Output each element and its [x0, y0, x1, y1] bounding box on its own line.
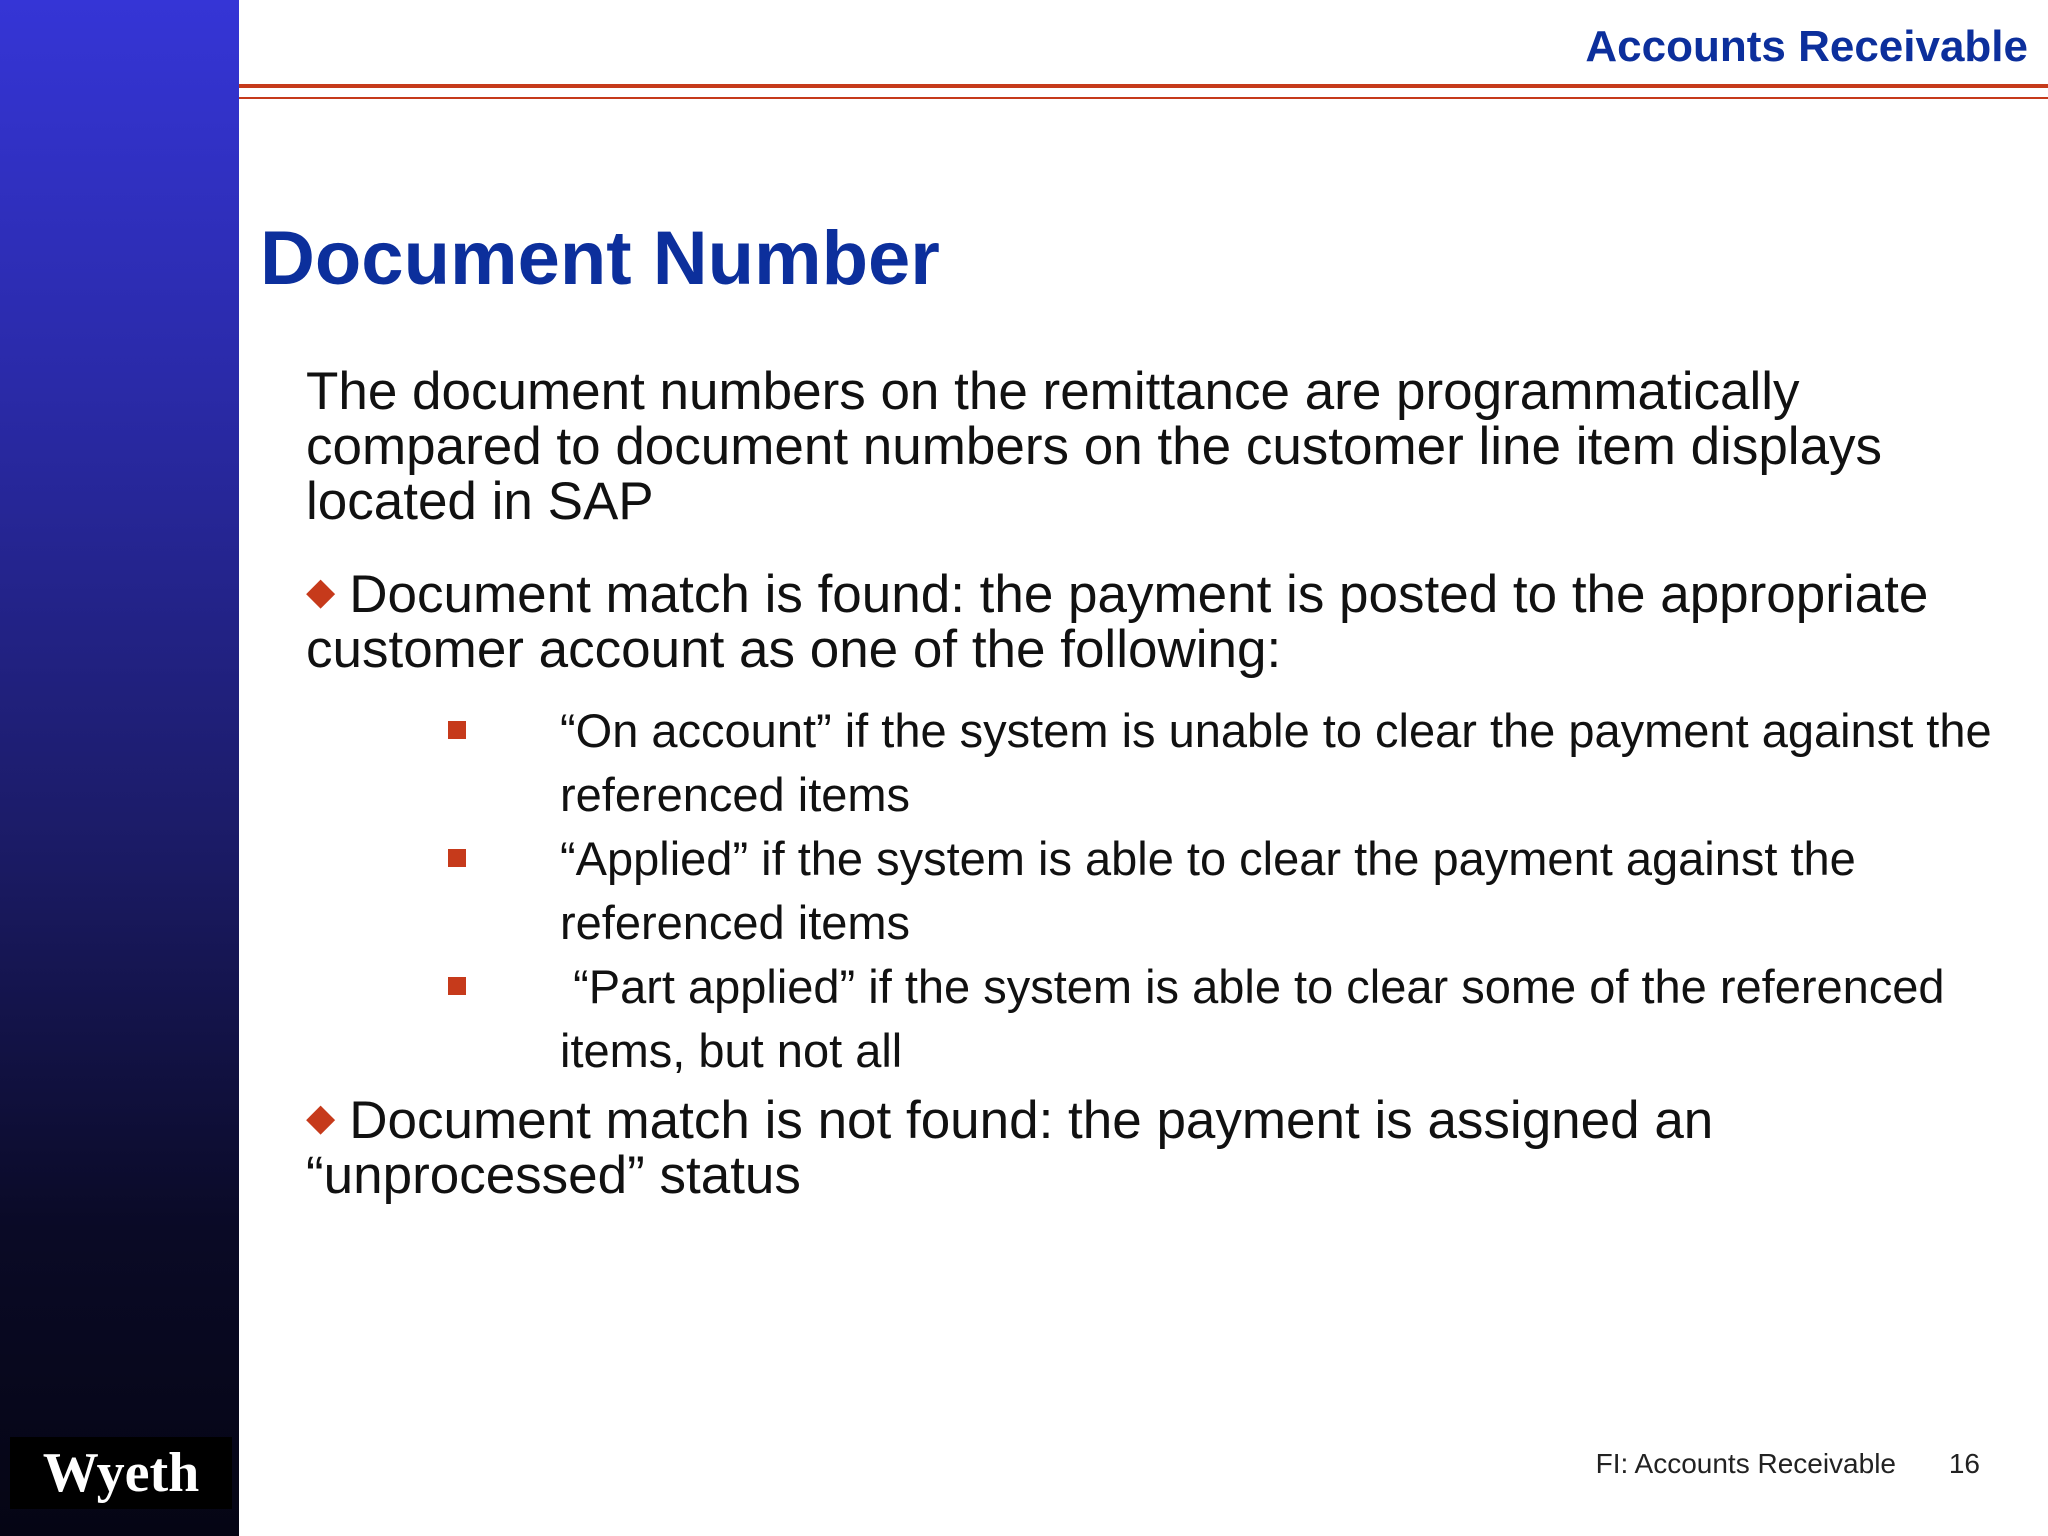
slide-title: Document Number: [260, 215, 940, 301]
slide-body: [306, 364, 2006, 1225]
list-item-text: “Applied” if the system is able to clear the payment against the referenced items: [560, 832, 1856, 949]
wyeth-logo: Wyeth: [10, 1437, 232, 1509]
bullet-match-found: [306, 565, 2006, 677]
list-item: [306, 699, 2006, 827]
posting-status-list: [306, 699, 2006, 1083]
square-bullet-icon: [448, 977, 466, 995]
header-divider-thin: [239, 97, 2048, 99]
list-item: [306, 827, 2006, 955]
square-bullet-icon: [448, 721, 466, 739]
intro-paragraph: The document numbers on the remittance are programmatically compared to document numbers on the customer line item displays located in SAP: [306, 362, 1883, 531]
footer-label: FI: Accounts Receivable: [1595, 1448, 1896, 1479]
bullet-match-not-found: [306, 1091, 2006, 1203]
list-item: [306, 955, 2006, 1083]
list-item-text: “On account” if the system is unable to clear the payment against the referenced items: [560, 704, 1992, 821]
list-item-text: “Part applied” if the system is able to clear some of the referenced items, but not all: [560, 960, 1958, 1077]
diamond-bullet-icon: ◆: [306, 1097, 336, 1139]
header-divider-thick: [239, 84, 2048, 88]
section-header-title: Accounts Receivable: [1585, 22, 2028, 71]
left-gradient-sidebar: [0, 0, 239, 1536]
bullet-text: Document match is not found: the payment is assigned an “unprocessed” status: [306, 1091, 1714, 1205]
square-bullet-icon: [448, 849, 466, 867]
page-number: 16: [1948, 1448, 1980, 1479]
diamond-bullet-icon: ◆: [306, 571, 336, 613]
bullet-text: Document match is found: the payment is posted to the appropriate customer account as one of the following:: [306, 565, 1929, 679]
